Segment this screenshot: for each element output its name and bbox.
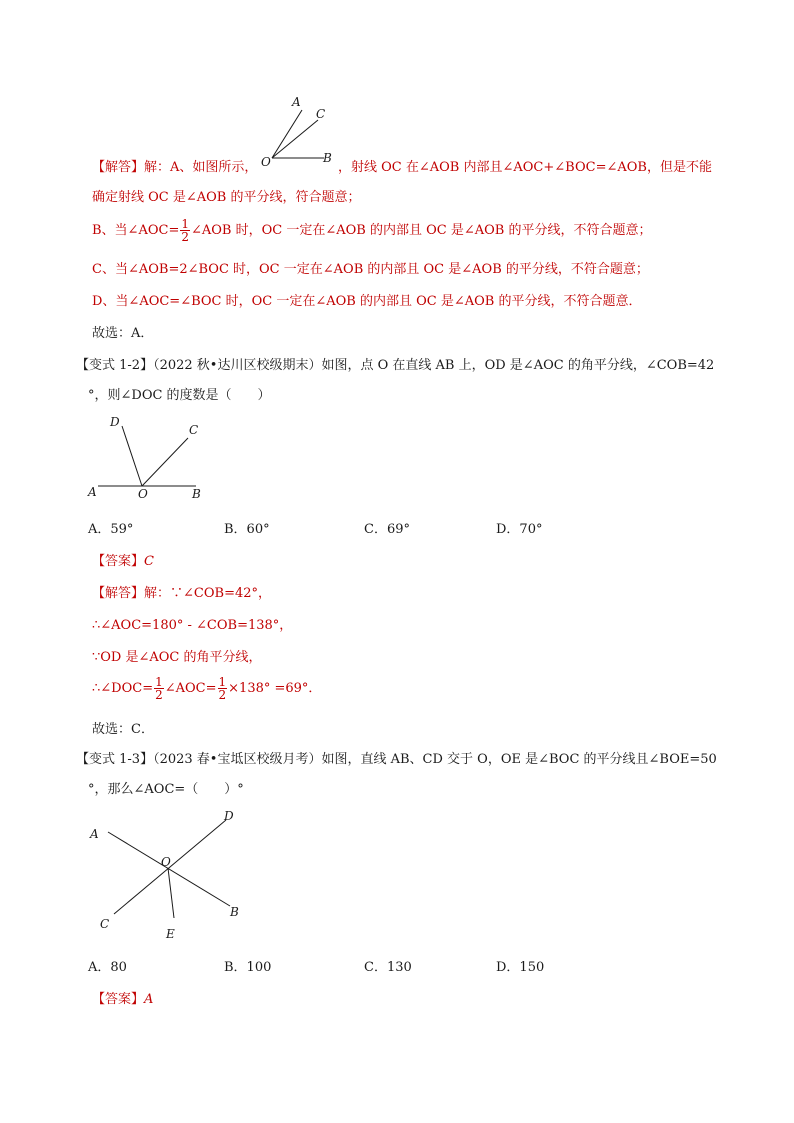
label-b: B [230,905,239,919]
line4-post: ×138° =69°． [228,681,322,696]
label-d: D [110,415,120,429]
option-d: D．70° [496,522,543,537]
line-b-post: ∠AOB 时，OC 一定在∠AOB 的内部且 OC 是∠AOB 的平分线，不符合题意； [190,223,652,238]
option-b: B．100 [224,960,272,975]
answer-value: C [144,554,154,569]
question-tag: 【变式 1-3】 [76,752,154,767]
solution-1-2-line1 [92,582,271,601]
answer-choice-1: 故选：A． [92,326,154,341]
solution-1-2-line3: ∵OD 是∠AOC 的角平分线， [92,650,262,665]
option-d: D．150 [496,960,545,975]
question-1-3-line1 [76,748,717,767]
label-d: D [224,809,234,823]
angle-aob-figure [258,94,340,168]
jieda-text: 解：∵∠COB=42°， [144,586,272,601]
solution-line-a-cont: ，射线 OC 在∠AOB 内部且∠AOC+∠BOC=∠AOB，但是不能 [338,160,712,175]
answer-line [92,550,154,569]
fraction-half-1: $\frac{1}{2}$ [155,675,163,702]
jieda-tag: 【解答】 [92,586,145,601]
line4-mid: ∠AOC= [164,681,217,696]
question-1-2-line1 [76,354,714,373]
label-o: O [138,487,148,501]
question-tag: 【变式 1-2】 [76,358,154,373]
answer-choice-2: 故选：C． [92,722,154,737]
jieda-text: 解：A、如图所示， [144,160,258,175]
fraction-half: $\frac{1}{2}$ [181,217,189,244]
jieda-tag: 【解答】 [92,160,145,175]
label-a: A [292,95,301,109]
question-text: （2022 秋•达川区校级期末）如图，点 O 在直线 AB 上，OD 是∠AOC 的角平分线，∠COB=42 [153,358,715,373]
question-1-3-line2: °，那么∠AOC=（ ）° [88,782,244,797]
label-c: C [316,107,326,121]
answer-tag: 【答案】 [92,554,145,569]
question-text: （2023 春•宝坻区校级月考）如图，直线 AB、CD 交于 O，OE 是∠BOC 的平分线且∠BOE=50 [153,752,717,767]
label-a: A [88,485,97,499]
answer-tag: 【答案】 [92,992,145,1007]
option-a: A．59° [88,522,134,537]
label-o: O [161,855,171,869]
solution-line-a [92,156,257,175]
label-e: E [166,927,175,941]
intersecting-lines-figure [84,806,254,946]
option-b: B．60° [224,522,270,537]
solution-line-2: 确定射线 OC 是∠AOB 的平分线，符合题意； [92,190,361,205]
line-b-pre: B、当∠AOC= [92,223,180,238]
label-b: B [192,487,201,501]
question-1-2-line2: °，则∠DOC 的度数是（ ） [88,388,271,403]
option-a: A．80 [88,960,127,975]
label-b: B [323,151,332,165]
solution-line-d: D、当∠AOC=∠BOC 时，OC 一定在∠AOB 的内部且 OC 是∠AOB 的平分线，不符合题意． [92,294,642,309]
label-o: O [261,155,271,168]
option-c: C．130 [364,960,412,975]
label-c: C [189,423,199,437]
option-c: C．69° [364,522,410,537]
solution-1-2-line2: ∴∠AOC=180° - ∠COB=138°， [92,618,293,633]
answer-value: A [144,992,154,1007]
solution-line-b [92,218,651,243]
straight-line-figure [84,412,214,502]
line4-pre: ∴∠DOC= [92,681,154,696]
solution-1-2-line4 [92,676,321,701]
label-a: A [90,827,99,841]
solution-line-c: C、当∠AOB=2∠BOC 时，OC 一定在∠AOB 的内部且 OC 是∠AOB 的平分线，不符合题意； [92,262,649,277]
answer-line [92,988,153,1007]
fraction-half-2: $\frac{1}{2}$ [218,675,227,702]
label-c: C [100,917,110,931]
